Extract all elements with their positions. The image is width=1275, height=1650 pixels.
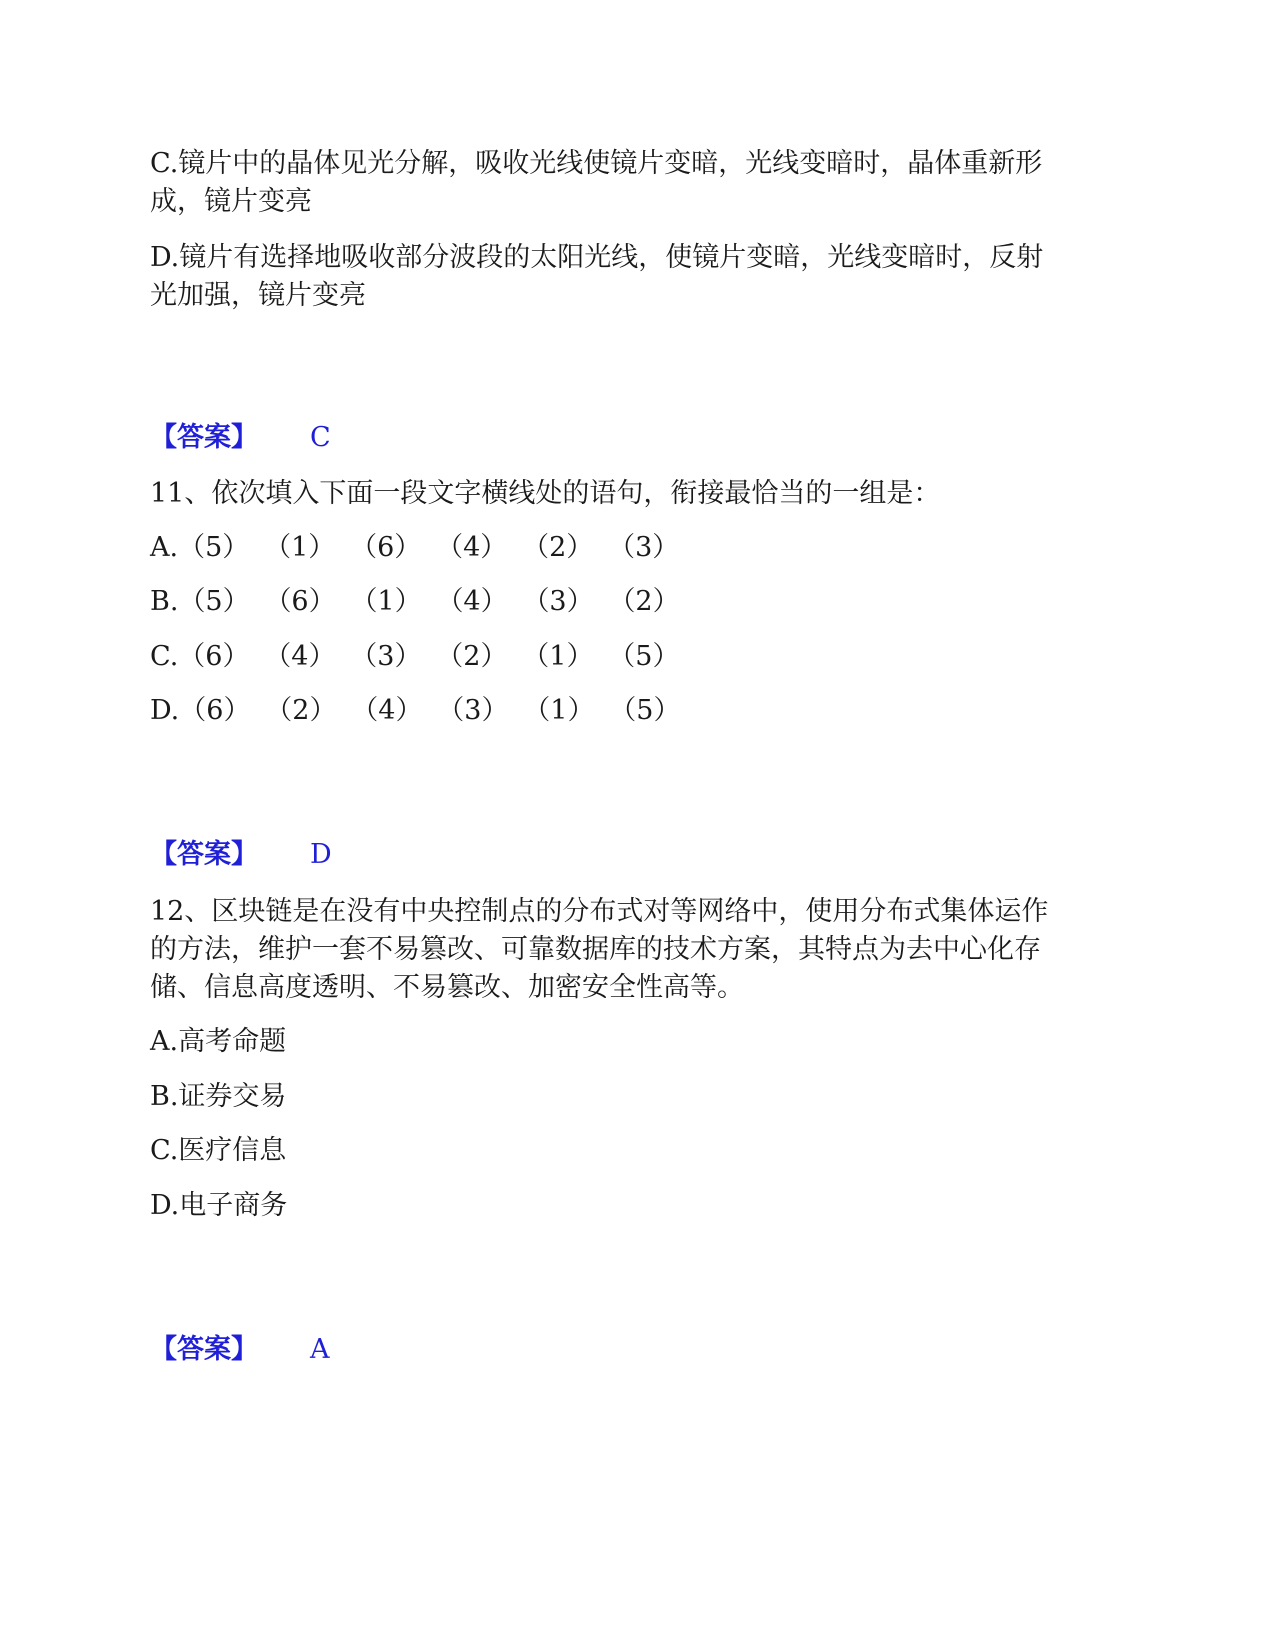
answer-tag: 【答案】 <box>150 839 258 870</box>
answer-tag: 【答案】 <box>150 422 258 453</box>
option-label: A. <box>150 532 179 563</box>
answer-value: A <box>310 1334 330 1365</box>
option-pick: （1） <box>264 532 336 563</box>
option-pick: （3） <box>350 641 422 672</box>
option-pick: （6） <box>178 641 250 672</box>
answer-value: D <box>310 839 332 870</box>
q12-option-c: C.医疗信息 <box>150 1135 287 1166</box>
option-pick: （6） <box>179 695 251 726</box>
q12-option-b: B.证券交易 <box>150 1081 287 1112</box>
q11-option-a <box>150 528 694 568</box>
q12-stem-line1: 12、区块链是在没有中央控制点的分布式对等网络中，使用分布式集体运作 <box>150 896 1049 927</box>
q11-answer <box>150 835 332 875</box>
option-pick: （4） <box>436 586 508 617</box>
option-pick: （1） <box>523 695 595 726</box>
option-pick: （3） <box>437 695 509 726</box>
option-pick: （4） <box>436 532 508 563</box>
option-label: D. <box>150 695 180 726</box>
q12-stem-line2: 的方法，维护一套不易篡改、可靠数据库的技术方案，其特点为去中心化存 <box>150 934 1041 965</box>
option-label: C. <box>150 641 179 672</box>
q10-option-c-line1: C.镜片中的晶体见光分解，吸收光线使镜片变暗，光线变暗时，晶体重新形 <box>150 148 1043 179</box>
answer-tag: 【答案】 <box>150 1334 258 1365</box>
option-pick: （5） <box>608 641 680 672</box>
q11-stem: 11、依次填入下面一段文字横线处的语句，衔接最恰当的一组是： <box>150 478 941 509</box>
option-pick: （2） <box>522 532 594 563</box>
option-pick: （2） <box>436 641 508 672</box>
q12-option-d: D.电子商务 <box>150 1190 288 1221</box>
option-pick: （1） <box>522 641 594 672</box>
q11-option-d <box>150 691 695 731</box>
option-pick: （5） <box>178 586 250 617</box>
option-pick: （6） <box>350 532 422 563</box>
option-pick: （3） <box>608 532 680 563</box>
q11-option-c <box>150 637 694 677</box>
option-pick: （2） <box>608 586 680 617</box>
option-pick: （2） <box>265 695 337 726</box>
q10-option-c-line2: 成，镜片变亮 <box>150 186 312 217</box>
option-pick: （3） <box>522 586 594 617</box>
option-pick: （6） <box>264 586 336 617</box>
q10-option-d-line2: 光加强，镜片变亮 <box>150 280 366 311</box>
q10-answer <box>150 418 331 458</box>
q10-option-d-line1: D.镜片有选择地吸收部分波段的太阳光线，使镜片变暗，光线变暗时，反射 <box>150 242 1044 273</box>
answer-value: C <box>310 422 331 453</box>
option-pick: （1） <box>350 586 422 617</box>
option-pick: （5） <box>178 532 250 563</box>
q11-option-b <box>150 582 694 622</box>
option-pick: （4） <box>351 695 423 726</box>
option-pick: （4） <box>264 641 336 672</box>
q12-option-a: A.高考命题 <box>150 1026 287 1057</box>
option-pick: （5） <box>609 695 681 726</box>
q12-answer <box>150 1330 330 1370</box>
option-label: B. <box>150 586 179 617</box>
q12-stem-line3: 储、信息高度透明、不易篡改、加密安全性高等。 <box>150 972 744 1003</box>
